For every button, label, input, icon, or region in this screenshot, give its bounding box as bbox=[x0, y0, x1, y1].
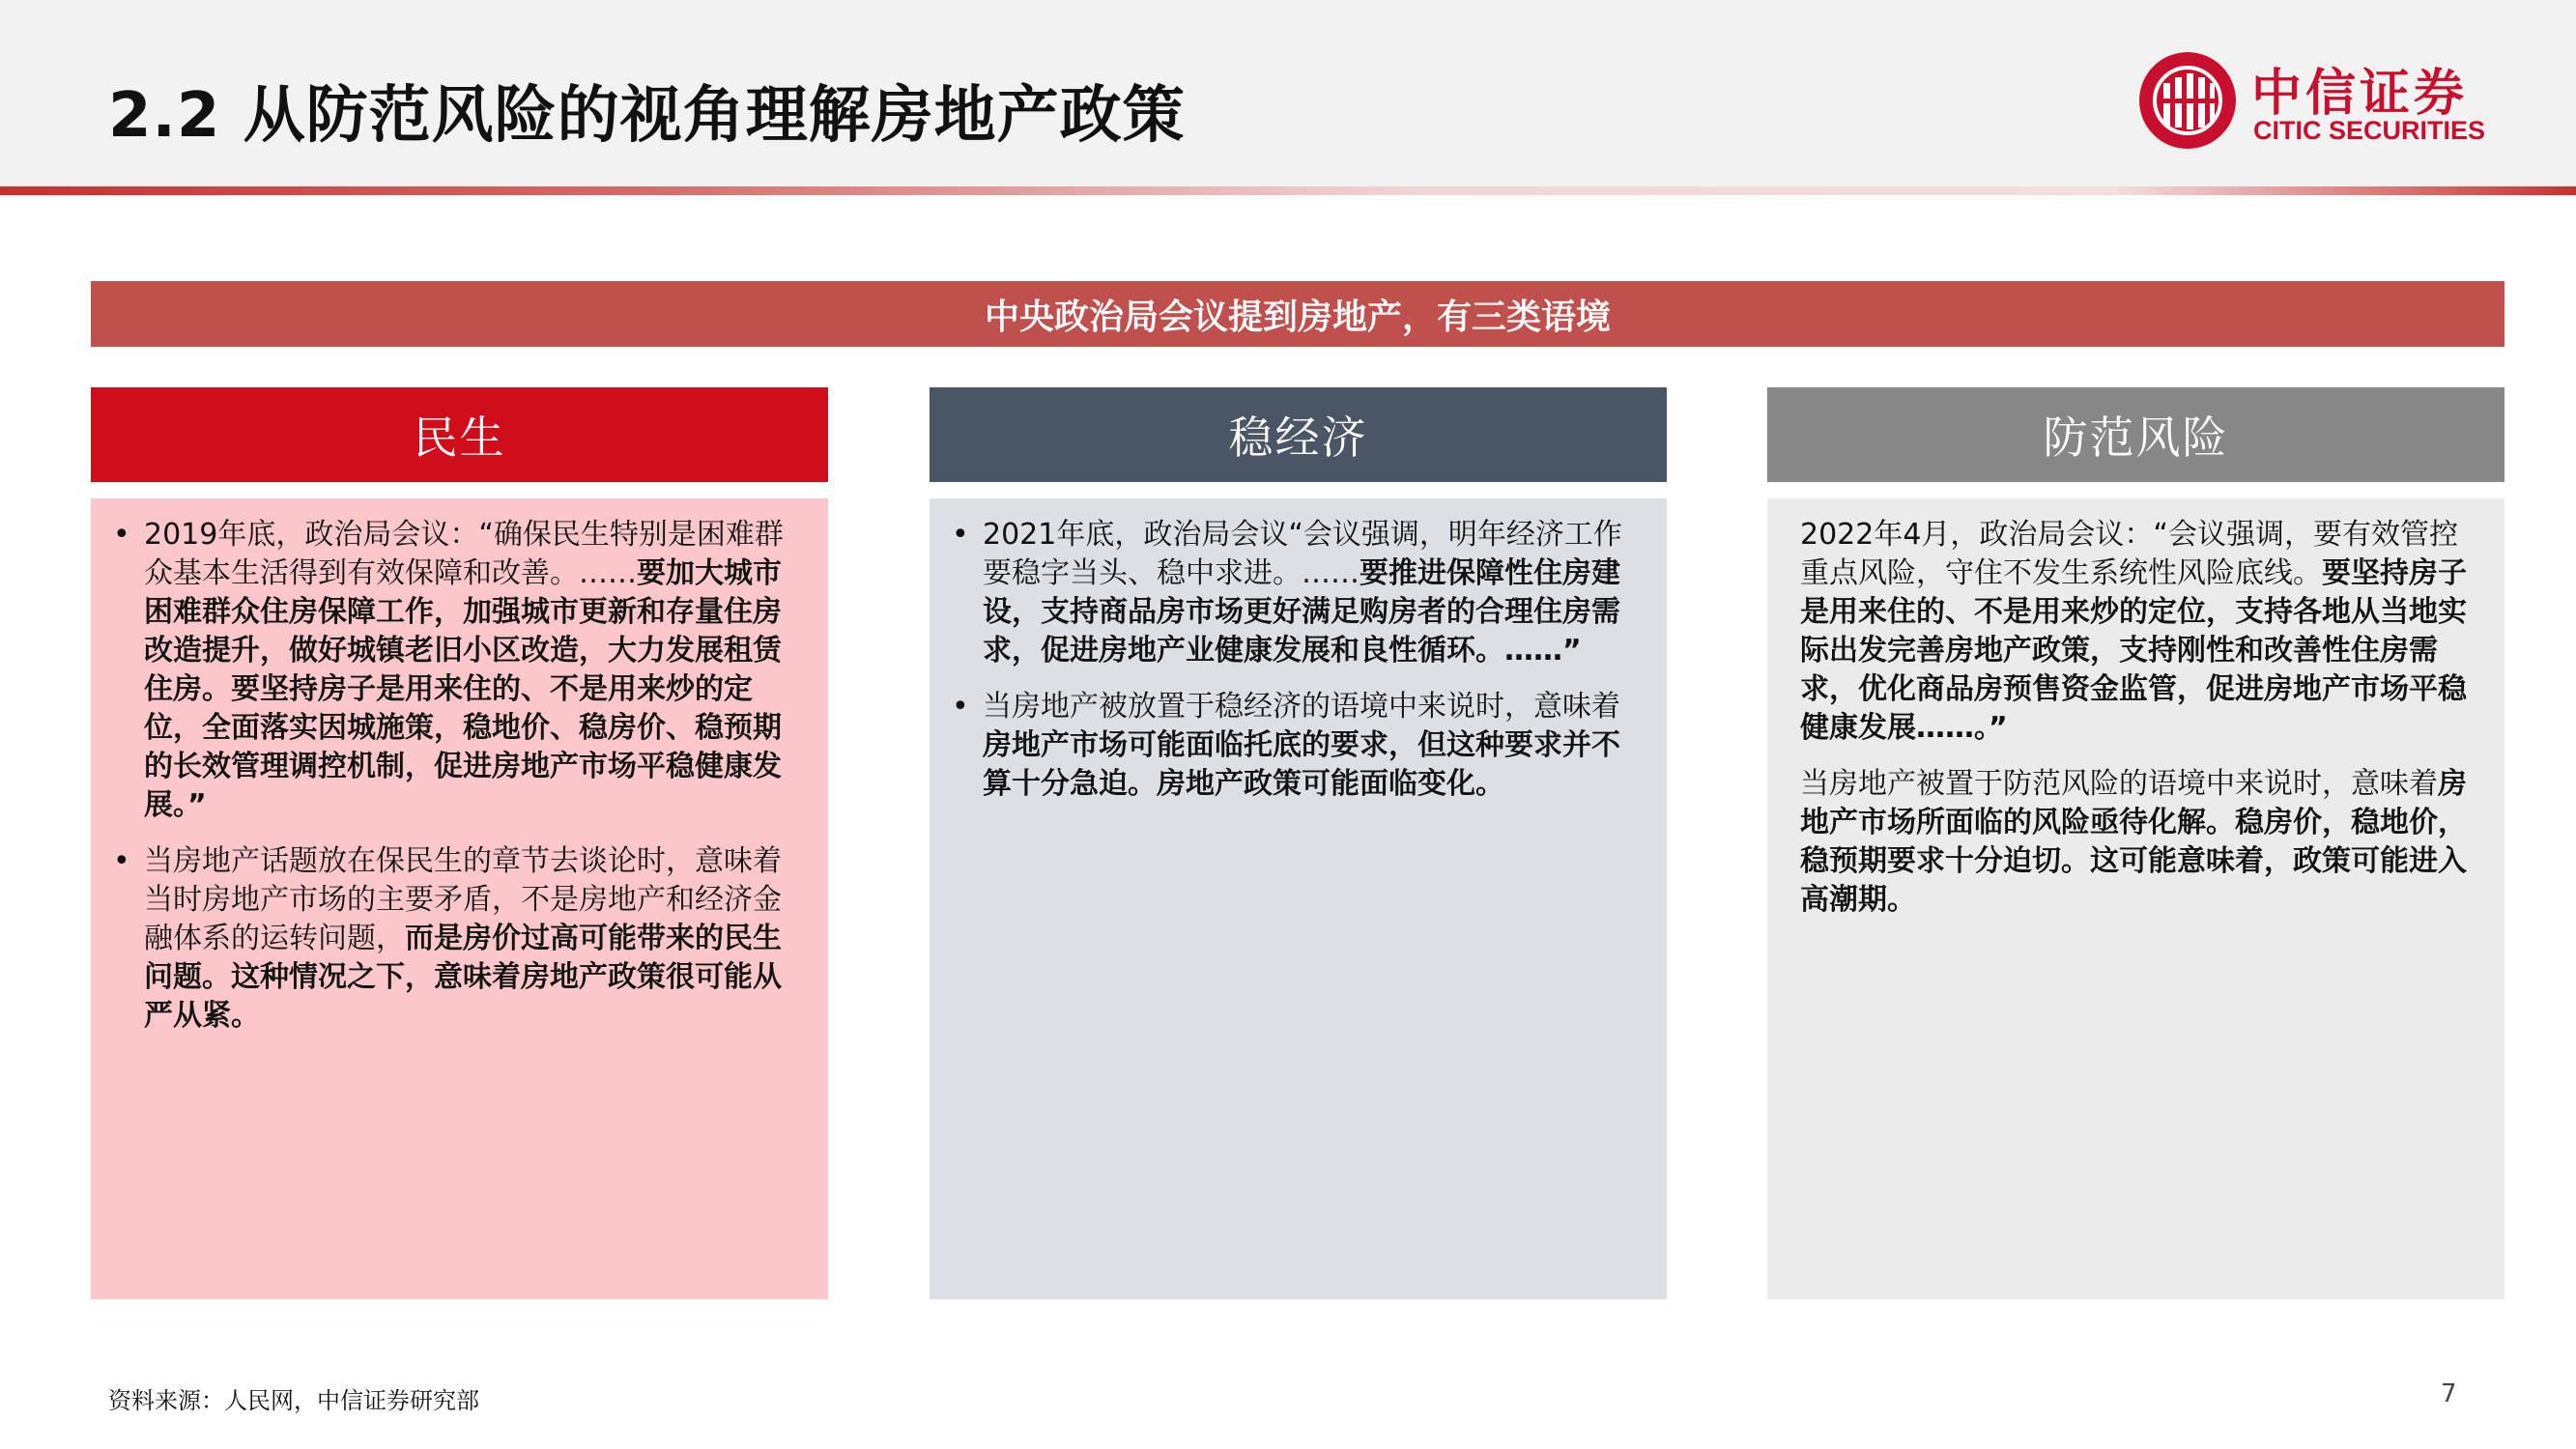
paragraph-text: 当房地产被放置于稳经济的语境中来说时，意味着 bbox=[983, 690, 1620, 724]
paragraph-text: 2021年底，政治局会议“会议强调，明年经济工作要稳字当头、稳中求进。…… bbox=[983, 518, 1622, 590]
section-banner-text: 中央政治局会议提到房地产，有三类语境 bbox=[984, 297, 1611, 337]
bullet-paragraph bbox=[949, 516, 1642, 670]
column-heading: 防范风险 bbox=[2043, 412, 2229, 464]
paragraph-text: 当房地产话题放在保民生的章节去谈论时，意味着当时房地产市场的主要矛盾，不是房地产和经济金融体系的运转问题， bbox=[144, 844, 782, 955]
column-heading: 稳经济 bbox=[1228, 412, 1368, 464]
paragraph-bold-text: 而是房价过高可能带来的民生问题。这种情况之下，意味着房地产政策很可能从严从紧。 bbox=[144, 922, 782, 1033]
paragraph-bold-text: 房地产市场所面临的风险亟待化解。稳房价，稳地价，稳预期要求十分迫切。这可能意味着，政策可能进入高潮期。 bbox=[1800, 767, 2467, 917]
bullet-paragraph bbox=[110, 516, 803, 825]
column-body-livelihood bbox=[91, 498, 828, 1299]
paragraph-bold-text: 要坚持房子是用来住的、不是用来炒的定位，支持各地从当地实际出发完善房地产政策，支持刚性和改善性住房需求，优化商品房预售资金监管，促进房地产市场平稳健康发展……。” bbox=[1800, 556, 2467, 745]
paragraph-text: 当房地产被置于防范风险的语境中来说时，意味着 bbox=[1800, 767, 2438, 801]
logo-text-cn: 中信证券 bbox=[2251, 64, 2469, 123]
paragraph-bold-text: 要加大城市困难群众住房保障工作，加强城市更新和存量住房改造提升，做好城镇老旧小区改造，大力发展租赁住房。要坚持房子是用来住的、不是用来炒的定位，全面落实因城施策，稳地价、稳房价、稳预期的长效管理调控机制，促进房地产市场平稳健康发展。” bbox=[144, 556, 782, 822]
paragraph bbox=[1787, 516, 2479, 748]
paragraph bbox=[1787, 765, 2479, 920]
page-title: 2.2 从防范风险的视角理解房地产政策 bbox=[108, 80, 1186, 152]
paragraph-bold-text: 要推进保障性住房建设，支持商品房市场更好满足购房者的合理住房需求，促进房地产业健康发展和良性循环。……” bbox=[983, 556, 1620, 668]
source-note: 资料来源：人民网，中信证券研究部 bbox=[108, 1387, 479, 1414]
citic-logo-icon bbox=[2137, 50, 2238, 151]
column-body-risk-prevention bbox=[1767, 498, 2504, 1299]
logo-text-en: CITIC SECURITIES bbox=[2253, 116, 2486, 145]
column-header-stable-economy bbox=[930, 387, 1667, 482]
paragraph-bold-text: 房地产市场可能面临托底的要求，但这种要求并不算十分急迫。房地产政策可能面临变化。 bbox=[983, 728, 1620, 801]
page-number: 7 bbox=[2441, 1379, 2457, 1408]
column-header-livelihood bbox=[91, 387, 828, 482]
paragraph-text: 2019年底，政治局会议：“确保民生特别是困难群众基本生活得到有效保障和改善。…… bbox=[144, 518, 784, 590]
paragraph-text: 2022年4月，政治局会议：“会议强调，要有效管控重点风险，守住不发生系统性风险底线。 bbox=[1800, 518, 2458, 590]
column-heading: 民生 bbox=[413, 412, 506, 464]
column-header-risk-prevention bbox=[1767, 387, 2504, 482]
bullet-paragraph bbox=[110, 842, 803, 1036]
header-divider bbox=[0, 186, 2576, 195]
citic-logo bbox=[2137, 50, 2504, 151]
section-banner bbox=[91, 281, 2504, 347]
bullet-paragraph bbox=[949, 688, 1642, 804]
column-body-stable-economy bbox=[930, 498, 1667, 1299]
